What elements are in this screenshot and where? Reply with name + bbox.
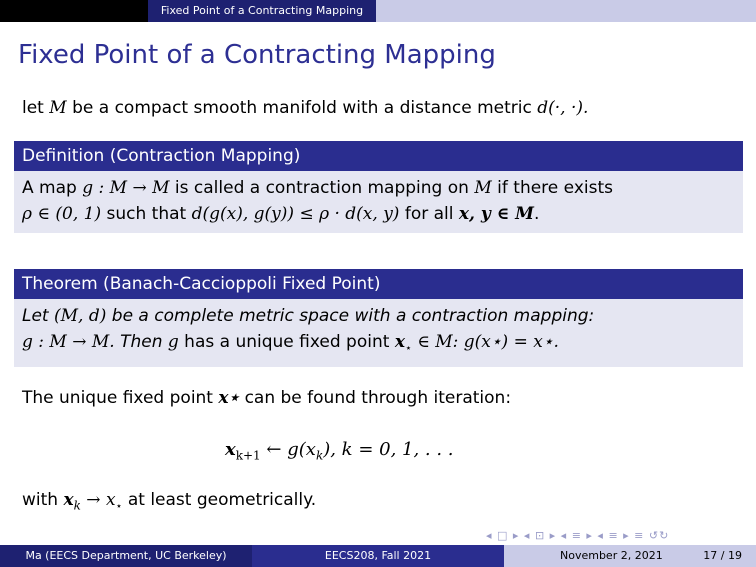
header-right — [376, 0, 756, 22]
thm-l1-b: be a complete metric space with a contraction mapping: — [106, 306, 595, 326]
conv-arrow: → x — [80, 490, 116, 510]
conv-star: ⋆ — [115, 499, 123, 513]
definition-body — [14, 171, 743, 233]
definition-line-2 — [22, 201, 735, 227]
header-section-title[interactable]: Fixed Point of a Contracting Mapping — [148, 0, 376, 22]
definition-block — [14, 141, 743, 233]
conv-x: x — [63, 490, 74, 510]
thm-l1-space: (M, d) — [54, 306, 107, 326]
footer-author: Ma (EECS Department, UC Berkeley) — [0, 545, 252, 567]
def-l2-ineq: d(g(x), g(y)) ≤ ρ · d(x, y) — [191, 204, 400, 224]
footer-page-number: 17 / 19 — [703, 549, 742, 562]
slide-title: Fixed Point of a Contracting Mapping — [18, 40, 496, 70]
theorem-body — [14, 299, 743, 367]
footer-bar — [0, 545, 756, 567]
definition-line-1 — [22, 175, 735, 201]
intro-mid: be a compact smooth manifold with a distance metric — [66, 98, 538, 118]
thm-l2-x-sub: ⋆ — [404, 341, 412, 355]
thm-l2-g: g — [167, 332, 179, 352]
thm-l2-x: x — [394, 332, 405, 352]
convergence-line — [22, 490, 316, 512]
intro-metric: d(·, ·). — [537, 98, 589, 118]
conv-a: with — [22, 490, 64, 510]
eq-sub2: k — [315, 448, 324, 463]
eq-x: x — [225, 439, 236, 460]
eq-rest: ← g(x — [260, 439, 316, 460]
thm-l2-b: has a unique fixed point — [178, 332, 395, 352]
thm-l2-eq: g(x⋆) = x⋆. — [463, 332, 559, 352]
intro-manifold: M — [49, 98, 67, 118]
def-l2-rho: ρ ∈ (0, 1) — [22, 204, 102, 224]
iter-b: can be found through iteration: — [239, 388, 512, 408]
theorem-line-1 — [22, 303, 735, 329]
def-l2-b: for all — [399, 204, 459, 224]
beamer-navigation-icons[interactable]: ◂ □ ▸ ◂ ⊡ ▸ ◂ ≡ ▸ ◂ ≡ ▸ ≡ ↺↻ — [486, 529, 670, 542]
def-l2-c: . — [533, 204, 540, 224]
footer-date: November 2, 2021 — [560, 549, 663, 562]
header-left — [0, 0, 148, 22]
def-l2-xy: x, y ∈ M — [458, 204, 534, 224]
def-l1-a: A map — [22, 178, 83, 198]
def-l1-M: M — [474, 178, 492, 198]
theorem-header: Theorem (Banach-Caccioppoli Fixed Point) — [14, 269, 743, 299]
footer-course: EECS208, Fall 2021 — [252, 545, 504, 567]
thm-l2-a: Then — [114, 332, 168, 352]
theorem-block — [14, 269, 743, 367]
intro-line — [22, 98, 588, 118]
intro-pre: let — [22, 98, 50, 118]
def-l2-a: such that — [101, 204, 192, 224]
eq-sub: k+1 — [235, 448, 261, 463]
iteration-equation — [225, 439, 454, 463]
theorem-line-2 — [22, 329, 735, 361]
iteration-intro — [22, 388, 511, 408]
header-bar — [0, 0, 756, 22]
iter-a: The unique fixed point — [22, 388, 219, 408]
thm-l2-map: g : M → M. — [22, 332, 115, 352]
thm-l2-in: ∈ M: — [411, 332, 464, 352]
conv-b: at least geometrically. — [122, 490, 317, 510]
definition-header: Definition (Contraction Mapping) — [14, 141, 743, 171]
footer-right — [504, 545, 756, 567]
conv-k: k — [73, 498, 81, 513]
thm-l1-a: Let — [22, 306, 54, 326]
def-l1-map: g : M → M — [82, 178, 170, 198]
eq-rest2: ), k = 0, 1, . . . — [323, 439, 454, 460]
def-l1-b: is called a contraction mapping on — [169, 178, 475, 198]
def-l1-c: if there exists — [491, 178, 613, 198]
iter-x: x⋆ — [218, 388, 240, 408]
